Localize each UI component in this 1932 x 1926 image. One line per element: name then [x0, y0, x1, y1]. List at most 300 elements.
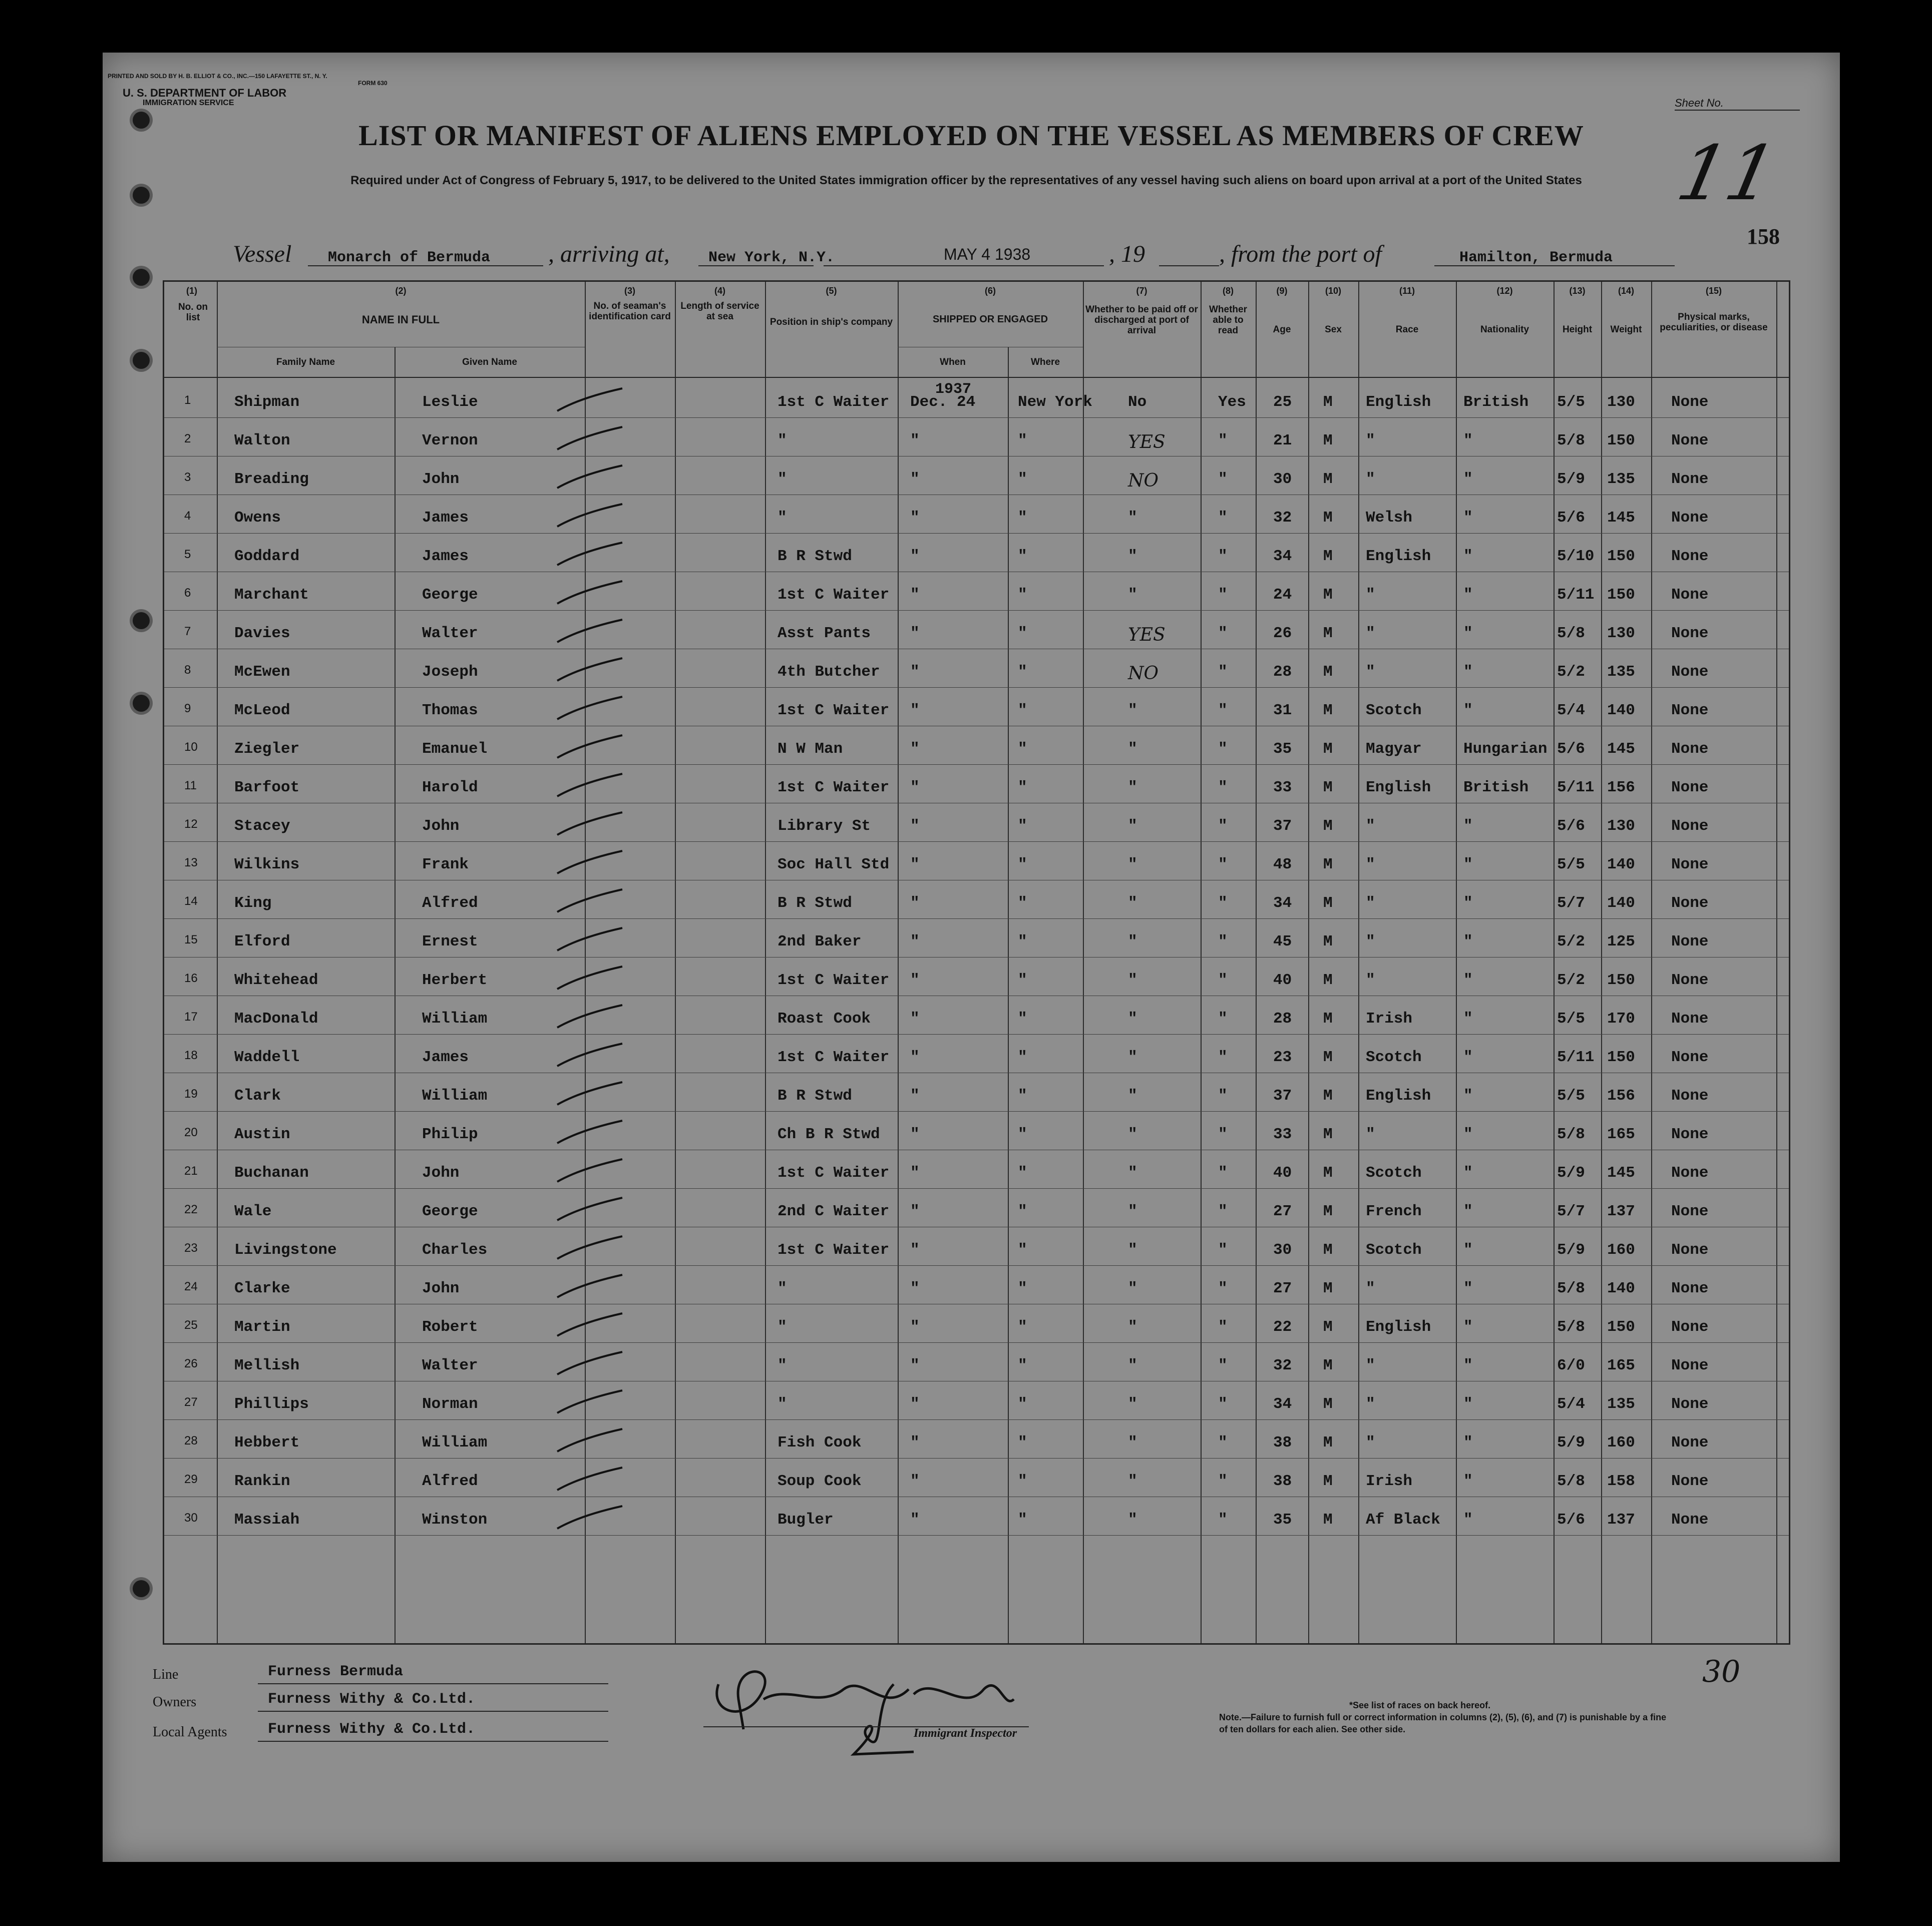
age: 35 — [1273, 1511, 1292, 1529]
weight: 135 — [1607, 470, 1635, 488]
row-number: 27 — [184, 1395, 198, 1409]
table-row — [164, 842, 1789, 880]
nationality: " — [1463, 1473, 1473, 1490]
table-row — [164, 765, 1789, 803]
table-row — [164, 1150, 1789, 1189]
id-card-tick — [555, 961, 625, 992]
family-name: Stacey — [234, 817, 290, 835]
family-name: Elford — [234, 933, 290, 950]
signature-scrawl — [703, 1654, 1029, 1769]
height: 5/2 — [1557, 933, 1585, 950]
paid-off: " — [1128, 1473, 1137, 1490]
paid-off: " — [1128, 1241, 1137, 1259]
col-num-10: (10) — [1325, 286, 1341, 296]
row-number: 24 — [184, 1280, 198, 1293]
shipped-where: " — [1018, 470, 1027, 488]
shipped-when: " — [910, 1318, 920, 1336]
table-row — [164, 495, 1789, 534]
sex: M — [1323, 1280, 1333, 1297]
weight: 145 — [1607, 740, 1635, 758]
given-name: Frank — [422, 856, 469, 873]
hdr-weight: Weight — [1610, 324, 1642, 335]
shipped-when: " — [910, 972, 920, 989]
table-row — [164, 1189, 1789, 1227]
table-row — [164, 1420, 1789, 1459]
line-value: Furness Bermuda — [268, 1663, 404, 1680]
able-to-read: " — [1218, 1010, 1228, 1028]
shipped-where: " — [1018, 1357, 1027, 1374]
shipped-where: " — [1018, 432, 1027, 449]
id-card-tick — [555, 884, 625, 914]
vessel-name: Monarch of Bermuda — [328, 249, 491, 266]
nationality: " — [1463, 586, 1473, 604]
paid-off: " — [1128, 894, 1137, 912]
shipped-where: " — [1018, 740, 1027, 758]
table-row — [164, 456, 1789, 495]
handwritten-count: 30 — [1702, 1654, 1741, 1689]
row-number: 19 — [184, 1087, 198, 1101]
id-card-tick — [555, 1308, 625, 1338]
row-number: 28 — [184, 1434, 198, 1448]
sex: M — [1323, 1126, 1333, 1143]
shipped-when: " — [910, 1087, 920, 1105]
shipped-when: " — [910, 1511, 920, 1529]
col-num-15: (15) — [1705, 286, 1722, 296]
row-number: 25 — [184, 1318, 198, 1332]
shipped-where: " — [1018, 1203, 1027, 1220]
age: 40 — [1273, 972, 1292, 989]
paid-off: " — [1128, 509, 1137, 527]
given-name: Emanuel — [422, 740, 488, 758]
from-label: , from the port of — [1219, 241, 1382, 267]
row-number: 7 — [184, 625, 191, 638]
nationality: " — [1463, 1280, 1473, 1297]
position: " — [778, 432, 787, 449]
shipped-where: " — [1018, 1395, 1027, 1413]
row-number: 13 — [184, 856, 198, 869]
able-to-read: " — [1218, 779, 1228, 796]
id-card-tick — [555, 422, 625, 452]
sex: M — [1323, 1010, 1333, 1028]
family-name: Clarke — [234, 1280, 290, 1297]
race: English — [1366, 779, 1431, 796]
paid-off: " — [1128, 586, 1137, 604]
row-number: 23 — [184, 1241, 198, 1255]
physical-marks: None — [1671, 1434, 1709, 1452]
weight: 158 — [1607, 1473, 1635, 1490]
sex: M — [1323, 740, 1333, 758]
col-num-8: (8) — [1223, 286, 1234, 296]
handwritten-page-number: 11 — [1670, 130, 1784, 217]
able-to-read: " — [1218, 1357, 1228, 1374]
age: 37 — [1273, 1087, 1292, 1105]
shipped-where: " — [1018, 779, 1027, 796]
paid-off: YES — [1128, 625, 1166, 645]
race: " — [1366, 625, 1375, 642]
physical-marks: None — [1671, 856, 1709, 873]
age: 27 — [1273, 1280, 1292, 1297]
age: 38 — [1273, 1434, 1292, 1452]
weight: 150 — [1607, 586, 1635, 604]
shipped-when: " — [910, 702, 920, 719]
table-row — [164, 1381, 1789, 1420]
physical-marks: None — [1671, 779, 1709, 796]
vessel-line — [233, 240, 1835, 270]
sex: M — [1323, 432, 1333, 449]
given-name: James — [422, 1049, 469, 1066]
race: " — [1366, 1434, 1375, 1452]
physical-marks: None — [1671, 1049, 1709, 1066]
col-num-3: (3) — [624, 286, 635, 296]
shipped-where: " — [1018, 548, 1027, 565]
row-number: 11 — [184, 779, 197, 792]
weight: 135 — [1607, 1395, 1635, 1413]
row-number: 14 — [184, 894, 198, 908]
family-name: Davies — [234, 625, 290, 642]
page-subtitle: Required under Act of Congress of February 5, 1917, to be delivered to the United States immigration officer by the representatives of any vessel having such aliens on board upon arrival at a port of the United States — [350, 174, 1582, 187]
physical-marks: None — [1671, 1318, 1709, 1336]
hdr-sex: Sex — [1325, 324, 1342, 335]
able-to-read: " — [1218, 856, 1228, 873]
col-num-6: (6) — [985, 286, 996, 296]
table-row — [164, 649, 1789, 688]
table-row — [164, 957, 1789, 996]
nationality: " — [1463, 1357, 1473, 1374]
position: Fish Cook — [778, 1434, 862, 1452]
paid-off: No — [1128, 393, 1147, 411]
shipped-when: Dec. 24 — [910, 393, 976, 411]
physical-marks: None — [1671, 1126, 1709, 1143]
family-name: Hebbert — [234, 1434, 300, 1452]
table-row — [164, 726, 1789, 765]
hdr-length-service: Length of service at sea — [680, 301, 759, 322]
height: 5/11 — [1557, 586, 1595, 604]
physical-marks: None — [1671, 509, 1709, 527]
shipped-when: " — [910, 548, 920, 565]
form-number: FORM 630 — [358, 80, 388, 87]
weight: 165 — [1607, 1126, 1635, 1143]
hdr-race: Race — [1395, 324, 1419, 335]
position: 2nd C Waiter — [778, 1203, 890, 1220]
position: Library St — [778, 817, 871, 835]
sex: M — [1323, 1164, 1333, 1182]
family-name: Martin — [234, 1318, 290, 1336]
paid-off: NO — [1128, 663, 1159, 684]
id-card-tick — [555, 1154, 625, 1184]
weight: 150 — [1607, 972, 1635, 989]
able-to-read: " — [1218, 933, 1228, 950]
age: 26 — [1273, 625, 1292, 642]
age: 22 — [1273, 1318, 1292, 1336]
age: 30 — [1273, 1241, 1292, 1259]
shipped-when: " — [910, 817, 920, 835]
id-card-tick — [555, 730, 625, 760]
sex: M — [1323, 1395, 1333, 1413]
given-name: Philip — [422, 1126, 478, 1143]
id-card-tick — [555, 846, 625, 876]
shipped-where: " — [1018, 972, 1027, 989]
height: 6/0 — [1557, 1357, 1585, 1374]
printer-imprint — [108, 73, 458, 87]
position: 1st C Waiter — [778, 972, 890, 989]
given-name: Thomas — [422, 702, 478, 719]
paid-off: " — [1128, 1395, 1137, 1413]
shipped-when: " — [910, 894, 920, 912]
weight: 125 — [1607, 933, 1635, 950]
shipped-where: " — [1018, 1164, 1027, 1182]
shipped-where: " — [1018, 625, 1027, 642]
given-name: Harold — [422, 779, 478, 796]
family-name: MacDonald — [234, 1010, 318, 1028]
nationality: " — [1463, 625, 1473, 642]
table-row — [164, 418, 1789, 456]
row-number: 16 — [184, 972, 198, 985]
sex: M — [1323, 625, 1333, 642]
family-name: King — [234, 894, 272, 912]
weight: 130 — [1607, 625, 1635, 642]
weight: 150 — [1607, 1318, 1635, 1336]
position: Soup Cook — [778, 1473, 862, 1490]
weight: 137 — [1607, 1203, 1635, 1220]
sex: M — [1323, 1357, 1333, 1374]
shipped-when: " — [910, 1164, 920, 1182]
shipped-where: " — [1018, 1010, 1027, 1028]
able-to-read: " — [1218, 586, 1228, 604]
shipped-where: " — [1018, 1087, 1027, 1105]
nationality: " — [1463, 972, 1473, 989]
physical-marks: None — [1671, 1280, 1709, 1297]
service-label: IMMIGRATION SERVICE — [143, 99, 234, 107]
family-name: Walton — [234, 432, 290, 449]
row-number: 1 — [184, 393, 191, 407]
able-to-read: " — [1218, 1434, 1228, 1452]
nationality: " — [1463, 1126, 1473, 1143]
family-name: McEwen — [234, 663, 290, 681]
age: 21 — [1273, 432, 1292, 449]
weight: 160 — [1607, 1241, 1635, 1259]
nationality: " — [1463, 1164, 1473, 1182]
shipped-when: " — [910, 509, 920, 527]
height: 5/5 — [1557, 1010, 1585, 1028]
given-name: John — [422, 817, 460, 835]
height: 5/10 — [1557, 548, 1595, 565]
table-row — [164, 611, 1789, 649]
hdr-where: Where — [1030, 357, 1060, 367]
given-name: William — [422, 1087, 488, 1105]
race: Scotch — [1366, 1049, 1422, 1066]
position: " — [778, 1357, 787, 1374]
position: " — [778, 470, 787, 488]
age: 38 — [1273, 1473, 1292, 1490]
height: 5/6 — [1557, 740, 1585, 758]
shipped-when: " — [910, 1049, 920, 1066]
family-name: Barfoot — [234, 779, 300, 796]
sex: M — [1323, 586, 1333, 604]
paid-off: " — [1128, 1087, 1137, 1105]
row-number: 4 — [184, 509, 191, 523]
physical-marks: None — [1671, 1395, 1709, 1413]
paid-off: " — [1128, 548, 1137, 565]
id-card-tick — [555, 615, 625, 645]
weight: 150 — [1607, 1049, 1635, 1066]
nationality: " — [1463, 1049, 1473, 1066]
family-name: McLeod — [234, 702, 290, 719]
footer-notes — [1219, 1699, 1670, 1735]
able-to-read: " — [1218, 1049, 1228, 1066]
weight: 156 — [1607, 1087, 1635, 1105]
physical-marks: None — [1671, 817, 1709, 835]
position: 1st C Waiter — [778, 1241, 890, 1259]
sheet-number-field — [1675, 97, 1800, 111]
hdr-when: When — [940, 357, 966, 367]
height: 5/9 — [1557, 470, 1585, 488]
col-num-5: (5) — [826, 286, 837, 296]
position: Roast Cook — [778, 1010, 871, 1028]
from-port: Hamilton, Bermuda — [1459, 249, 1613, 266]
inspector-label: Immigrant Inspector — [914, 1727, 1017, 1740]
shipped-when: " — [910, 1473, 920, 1490]
sex: M — [1323, 1203, 1333, 1220]
able-to-read: " — [1218, 663, 1228, 681]
position: Ch B R Stwd — [778, 1126, 880, 1143]
sex: M — [1323, 1318, 1333, 1336]
shipped-when: " — [910, 1395, 920, 1413]
family-name: Breading — [234, 470, 309, 488]
able-to-read: " — [1218, 972, 1228, 989]
given-name: George — [422, 586, 478, 604]
weight: 160 — [1607, 1434, 1635, 1452]
able-to-read: " — [1218, 1164, 1228, 1182]
id-card-tick — [555, 1039, 625, 1069]
col-num-12: (12) — [1496, 286, 1513, 296]
sex: M — [1323, 1473, 1333, 1490]
given-name: Robert — [422, 1318, 478, 1336]
able-to-read: " — [1218, 817, 1228, 835]
table-row — [164, 1304, 1789, 1343]
able-to-read: " — [1218, 1473, 1228, 1490]
height: 5/9 — [1557, 1241, 1585, 1259]
race: French — [1366, 1203, 1422, 1220]
row-number: 10 — [184, 740, 198, 754]
id-card-tick — [555, 383, 625, 413]
shipped-where: " — [1018, 1434, 1027, 1452]
nationality: " — [1463, 1087, 1473, 1105]
able-to-read: Yes — [1218, 393, 1246, 411]
shipped-where: " — [1018, 817, 1027, 835]
height: 5/8 — [1557, 1318, 1585, 1336]
date-stamp: MAY 4 1938 — [944, 245, 1031, 263]
position: 1st C Waiter — [778, 1164, 890, 1182]
able-to-read: " — [1218, 509, 1228, 527]
id-card-tick — [555, 1463, 625, 1493]
weight: 130 — [1607, 393, 1635, 411]
hdr-age: Age — [1273, 324, 1291, 335]
position: 1st C Waiter — [778, 1049, 890, 1066]
shipped-where: " — [1018, 1049, 1027, 1066]
weight: 130 — [1607, 817, 1635, 835]
able-to-read: " — [1218, 432, 1228, 449]
physical-marks: None — [1671, 702, 1709, 719]
able-to-read: " — [1218, 1241, 1228, 1259]
able-to-read: " — [1218, 625, 1228, 642]
height: 5/5 — [1557, 856, 1585, 873]
hdr-name-in-full: NAME IN FULL — [361, 313, 440, 326]
printer-text: PRINTED AND SOLD BY H. B. ELLIOT & CO., INC.—150 LAFAYETTE ST., N. Y. — [108, 73, 327, 80]
row-number: 21 — [184, 1164, 198, 1178]
paid-off: YES — [1128, 432, 1166, 452]
race: English — [1366, 393, 1431, 411]
able-to-read: " — [1218, 1087, 1228, 1105]
hdr-height: Height — [1562, 324, 1593, 335]
paid-off: NO — [1128, 470, 1159, 491]
physical-marks: None — [1671, 972, 1709, 989]
shipped-when: " — [910, 432, 920, 449]
able-to-read: " — [1218, 1126, 1228, 1143]
paid-off: " — [1128, 933, 1137, 950]
sex: M — [1323, 972, 1333, 989]
position: 1st C Waiter — [778, 393, 890, 411]
height: 5/6 — [1557, 1511, 1585, 1529]
given-name: Winston — [422, 1511, 488, 1529]
id-card-tick — [555, 1385, 625, 1415]
table-row — [164, 803, 1789, 842]
vessel-label: Vessel — [233, 241, 292, 267]
paid-off: " — [1128, 1434, 1137, 1452]
nationality: " — [1463, 894, 1473, 912]
race: " — [1366, 663, 1375, 681]
race: English — [1366, 548, 1431, 565]
hdr-shipped: SHIPPED OR ENGAGED — [932, 314, 1048, 325]
row-number: 9 — [184, 702, 191, 715]
table-row — [164, 534, 1789, 572]
given-name: Walter — [422, 1357, 478, 1374]
able-to-read: " — [1218, 702, 1228, 719]
given-name: James — [422, 548, 469, 565]
row-number: 12 — [184, 817, 198, 831]
nationality: " — [1463, 1395, 1473, 1413]
height: 5/8 — [1557, 1473, 1585, 1490]
given-name: Alfred — [422, 894, 478, 912]
year-label: , 19 — [1109, 241, 1145, 267]
hdr-family-name: Family Name — [276, 357, 335, 367]
line-label: Line — [153, 1667, 179, 1682]
nationality: " — [1463, 933, 1473, 950]
table-row — [164, 1266, 1789, 1304]
sex: M — [1323, 1087, 1333, 1105]
race: Af Black — [1366, 1511, 1440, 1529]
sex: M — [1323, 817, 1333, 835]
shipped-where: New York — [1018, 393, 1092, 411]
given-name: Norman — [422, 1395, 478, 1413]
hdr-position: Position in ship's company — [769, 317, 893, 327]
given-name: Charles — [422, 1241, 488, 1259]
physical-marks: None — [1671, 548, 1709, 565]
race: English — [1366, 1087, 1431, 1105]
crew-table — [163, 280, 1790, 1645]
paid-off: " — [1128, 779, 1137, 796]
race: " — [1366, 1357, 1375, 1374]
physical-marks: None — [1671, 894, 1709, 912]
shipped-when: " — [910, 1357, 920, 1374]
nationality: " — [1463, 663, 1473, 681]
id-card-tick — [555, 1424, 625, 1454]
id-card-tick — [555, 538, 625, 568]
shipped-when: " — [910, 1241, 920, 1259]
height: 5/7 — [1557, 1203, 1585, 1220]
row-number: 5 — [184, 548, 191, 561]
height: 5/9 — [1557, 1434, 1585, 1452]
family-name: Mellish — [234, 1357, 300, 1374]
